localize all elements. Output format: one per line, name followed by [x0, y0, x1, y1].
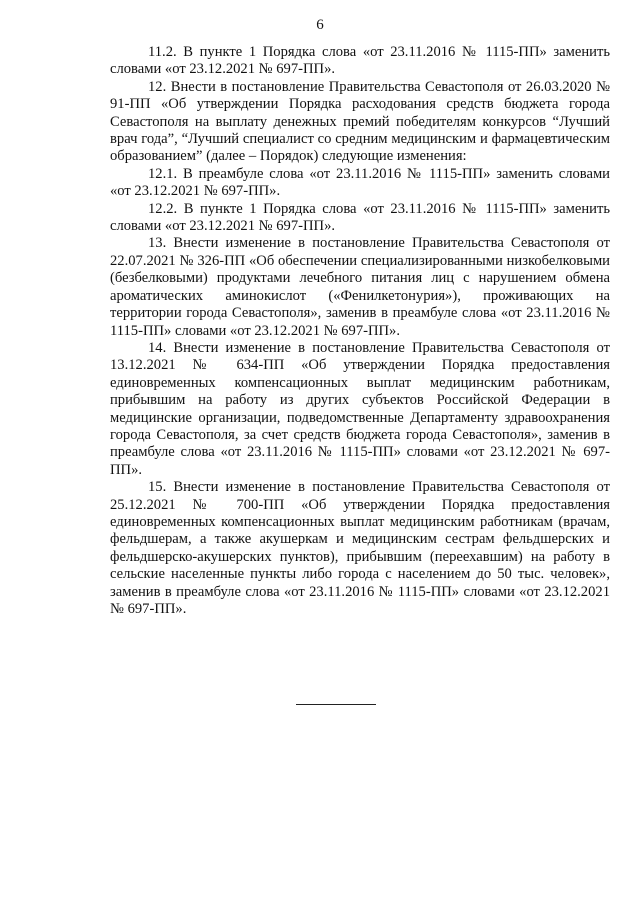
paragraph-15: 15. Внести изменение в постановление Правительства Севастополя от 25.12.2021 № 700-ПП «Об утверждении Порядка предоставления единовременных компенсационных выплат медицинским работникам (врачам, фельдшерам, а также акушеркам и медицинским сестрам фельдшерских и фельдшерско-акушерских пунктов), прибывшим (переехавшим) на работу в сельские населенные пункты либо города с населением до 50 тыс. человек», заменив в преамбуле слова «от 23.11.2016 № 1115-ПП» словами «от 23.12.2021 № 697-ПП».: [110, 479, 610, 617]
paragraph-14: 14. Внести изменение в постановление Правительства Севастополя от 13.12.2021 № 634-ПП «Об утверждении Порядка предоставления единовременных компенсационных выплат медицинским работникам, прибывшим на работу из других субъектов Российской Федерации в медицинские организации, подведомственные Департаменту здравоохранения города Севастополя, за счет средств бюджета города Севастополя», заменив в преамбуле слова «от 23.11.2016 № 1115-ПП» словами «от 23.12.2021 № 697-ПП».: [110, 339, 610, 478]
paragraph-13: 13. Внести изменение в постановление Правительства Севастополя от 22.07.2021 № 326-ПП «Об обеспечении специализированными низкобелковыми (безбелковыми) продуктами лечебного питания лиц с нарушением обмена ароматических аминокислот («Фенилкетонурия»), проживающих на территории города Севастополя», заменив в преамбуле слова «от 23.11.2016 № 1115-ПП» словами «от 23.12.2021 № 697-ПП».: [110, 235, 610, 339]
end-separator-line: [296, 704, 376, 705]
paragraph-11-2: 11.2. В пункте 1 Порядка слова «от 23.11.2016 № 1115-ПП» заменить словами «от 23.12.2021 № 697-ПП».: [110, 44, 610, 78]
paragraph-12-2: 12.2. В пункте 1 Порядка слова «от 23.11.2016 № 1115-ПП» заменить словами «от 23.12.2021 № 697-ПП».: [110, 200, 610, 235]
paragraph-12: 12. Внести в постановление Правительства Севастополя от 26.03.2020 № 91-ПП «Об утверждении Порядка расходования средств бюджета города Севастополя на выплату денежных премий победителям конкурсов “Лучший врач года”, “Лучший специалист со средним медицинским и фармацевтическим образованием” (далее – Порядок) следующие изменения:: [110, 78, 610, 165]
document-body: [110, 44, 610, 618]
page-number: 6: [316, 17, 324, 33]
paragraph-12-1: 12.1. В преамбуле слова «от 23.11.2016 № 1115-ПП» заменить словами «от 23.12.2021 № 697-ПП».: [110, 165, 610, 200]
